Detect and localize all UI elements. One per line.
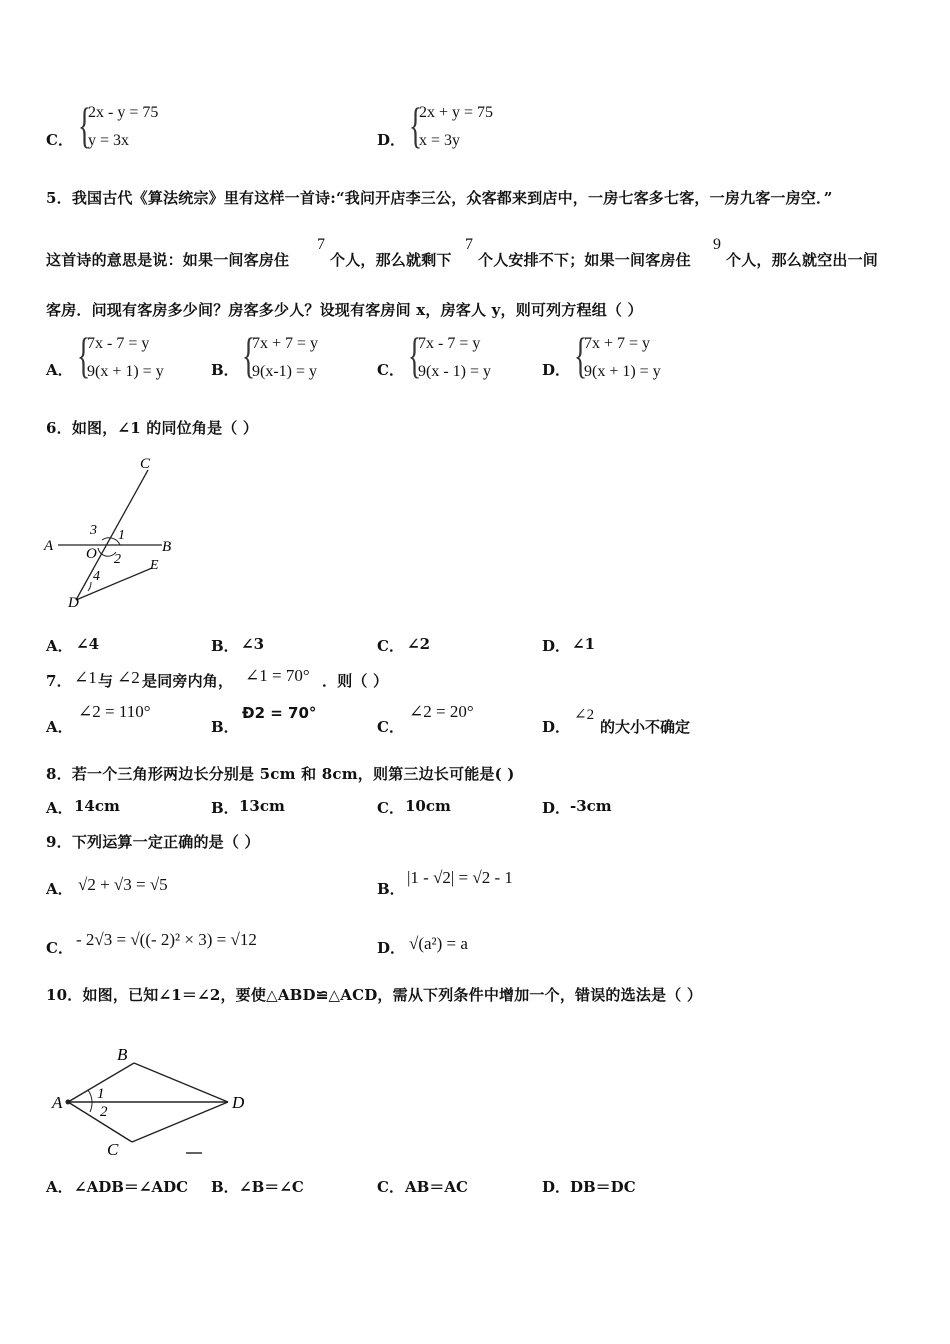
option-suffix: 的大小不确定 [600, 718, 691, 736]
point-b: B [117, 1045, 128, 1064]
triangle-figure [44, 1040, 259, 1160]
number: 7 [317, 236, 325, 253]
option-value: ∠1 [572, 635, 596, 653]
option-value: ∠2 = 110° [78, 702, 151, 721]
option-label: B． [211, 799, 239, 817]
angle-2: ∠2 [117, 668, 140, 687]
equation-2: y = 3x [88, 132, 130, 149]
point-c: C [140, 456, 151, 472]
option-value: ∠2 [407, 635, 431, 653]
angle-1-label: 1 [97, 1086, 105, 1102]
number: 7 [465, 236, 473, 253]
question-text: 个人安排不下；如果一间客房住 [478, 251, 691, 269]
equation-1: 7x + 7 = y [252, 335, 319, 352]
point-o: O [86, 546, 97, 562]
option-expression: - 2√3 = √((- 2)² × 3) = √12 [76, 930, 257, 949]
angle-figure [40, 450, 190, 615]
option-label: B． [211, 1178, 239, 1196]
question-text: 个人，那么就剩下 [330, 251, 452, 269]
point-d: D [232, 1093, 245, 1112]
option-value: AB＝AC [405, 1178, 468, 1196]
angle-3-label: 3 [90, 523, 97, 538]
question-text: 9．下列运算一定正确的是（ ） [46, 833, 260, 851]
option-label: B． [377, 880, 405, 898]
option-expression: |1 - √2| = √2 - 1 [407, 868, 513, 887]
option-value: DB＝DC [570, 1178, 636, 1196]
left-brace: { [77, 327, 91, 383]
option-label: B． [211, 718, 239, 736]
point-d: D [68, 595, 79, 611]
option-value: ∠2 [574, 707, 595, 723]
left-brace: { [574, 327, 588, 383]
left-brace: { [409, 97, 423, 153]
option-label: C． [377, 1178, 404, 1196]
question-text: 是同旁内角， [142, 672, 234, 690]
option-label: A． [46, 718, 73, 736]
option-value: ∠2 = 20° [409, 702, 474, 721]
angle-arc [88, 1090, 92, 1112]
option-value: ∠B＝∠C [239, 1178, 304, 1196]
left-brace: { [78, 97, 92, 153]
segment-cd [132, 1102, 228, 1142]
option-label: C． [377, 361, 404, 379]
option-label: B． [211, 637, 239, 655]
option-value: 13cm [239, 797, 285, 815]
segment-bd [134, 1063, 228, 1102]
option-label: D． [542, 799, 571, 817]
point-c: C [107, 1140, 119, 1159]
option-label: A． [46, 637, 73, 655]
line-cd [76, 470, 148, 600]
angle-1: ∠1 [74, 668, 97, 687]
option-value: ∠ADB＝∠ADC [74, 1178, 189, 1196]
question-text: 客房．问现有客房多少间？房客多少人？设现有客房间 x，房客人 y，则可列方程组（ ） [46, 301, 643, 319]
option-label: D． [542, 361, 571, 379]
option-label: D． [542, 718, 571, 736]
question-text: 8．若一个三角形两边长分别是 5cm 和 8cm，则第三边长可能是( ) [46, 765, 515, 783]
equation-1: 7x - 7 = y [87, 335, 150, 352]
option-value: 10cm [405, 797, 451, 815]
equation-2: 9(x-1) = y [252, 363, 318, 380]
question-number: 7． [46, 672, 72, 690]
option-label: D． [377, 939, 406, 957]
question-text: 5．我国古代《算法统宗》里有这样一首诗:“我问开店李三公，众客都来到店中，一房七客多七客，一房九客一房空．” [46, 189, 833, 207]
option-label: D． [377, 131, 406, 149]
equation-1: 2x - y = 75 [88, 104, 159, 121]
option-label: C． [377, 718, 404, 736]
point-a: A [52, 1093, 63, 1112]
angle-arc-4 [88, 582, 91, 591]
question-text: 与 [98, 672, 114, 690]
point-e: E [150, 558, 159, 573]
option-label: C． [46, 939, 73, 957]
option-label: A． [46, 361, 73, 379]
option-label: C． [377, 637, 404, 655]
equation-2: 9(x - 1) = y [418, 363, 492, 380]
equation-2: 9(x + 1) = y [87, 363, 164, 380]
left-brace: { [408, 327, 422, 383]
angle-2-label: 2 [114, 552, 121, 567]
option-value: ∠3 [241, 635, 265, 653]
point-b: B [162, 539, 172, 555]
angle-1-label: 1 [118, 528, 125, 543]
option-label: A． [46, 880, 73, 898]
question-text: ．则（ ） [322, 672, 389, 690]
left-brace: { [242, 327, 256, 383]
option-value: 14cm [74, 797, 120, 815]
option-value: Ð2 = 70° [242, 704, 317, 722]
option-label: C． [46, 131, 73, 149]
option-value: -3cm [570, 797, 612, 815]
angle-2-label: 2 [100, 1104, 108, 1120]
question-text: 个人，那么就空出一间 [726, 251, 879, 269]
option-label: A． [46, 1178, 73, 1196]
question-text: 6．如图，∠1 的同位角是（ ） [46, 419, 259, 437]
angle-1-value: ∠1 = 70° [245, 666, 310, 685]
line-de [76, 568, 152, 600]
question-text: 这首诗的意思是说：如果一间客房住 [46, 251, 290, 269]
point-a: A [44, 538, 54, 554]
vertex-a-dot [66, 1100, 71, 1105]
option-label: B． [211, 361, 239, 379]
angle-4-label: 4 [93, 569, 100, 584]
equation-1: 7x + 7 = y [584, 335, 651, 352]
option-label: A． [46, 799, 73, 817]
equation-1: 7x - 7 = y [418, 335, 481, 352]
option-value: ∠4 [76, 635, 100, 653]
number: 9 [713, 236, 721, 253]
option-label: C． [377, 799, 404, 817]
option-expression: √(a²) = a [409, 934, 468, 953]
option-label: D． [542, 637, 571, 655]
equation-1: 2x + y = 75 [419, 104, 494, 121]
option-expression: √2 + √3 = √5 [78, 875, 168, 894]
question-text: 10．如图，已知∠1＝∠2，要使△ABD≌△ACD，需从下列条件中增加一个，错误的选法是（ ） [46, 986, 703, 1004]
option-label: D． [542, 1178, 571, 1196]
equation-2: x = 3y [419, 132, 461, 149]
equation-2: 9(x + 1) = y [584, 363, 661, 380]
